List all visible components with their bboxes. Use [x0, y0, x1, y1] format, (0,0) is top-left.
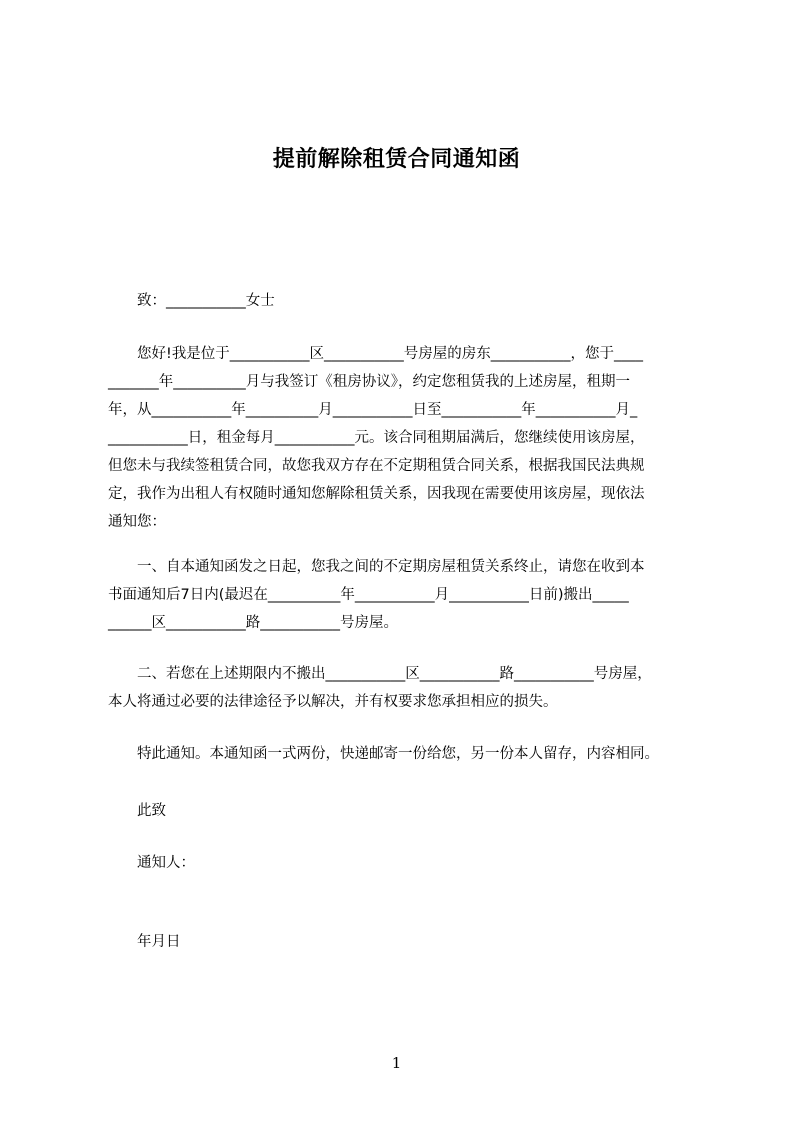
paragraph4: 特此通知。本通知函一式两份，快递邮寄一份给您，另一份本人留存，内容相同。 [137, 746, 659, 762]
signer-label: 通知人： [137, 855, 195, 871]
page-number: 1 [391, 1054, 402, 1072]
paragraph1-line7: 通知您： [108, 514, 166, 530]
paragraph1-line4: ___________日，租金每月___________元。该合同租期届满后，您继续使用该房屋， [108, 430, 645, 446]
paragraph3-line1: 二、若您在上述期限内不搬出___________区___________路___________号房屋， [137, 666, 652, 682]
paragraph2-line3: ______区___________路___________号房屋。 [108, 615, 398, 631]
paragraph2-line1: 一、自本通知函发之日起，您我之间的不定期房屋租赁关系终止，请您在收到本 [137, 559, 645, 575]
date-label: 年月日 [137, 934, 181, 950]
document-title: 提前解除租赁合同通知函 [272, 147, 521, 172]
paragraph1-line2: _______年__________月与我签订《租房协议》，约定您租赁我的上述房屋，租期一 [108, 374, 630, 390]
paragraph2-line2: 书面通知后7日内(最迟在__________年___________月___________日前)搬出_____ [108, 587, 629, 603]
paragraph1-line5: 但您未与我续签租赁合同，故您我双方存在不定期租赁合同关系，根据我国民法典规 [108, 458, 645, 474]
paragraph1-line3: 年，从___________年__________月___________日至___________年___________月_ [108, 402, 638, 418]
salutation: 致：___________女士 [137, 293, 275, 309]
paragraph1-line6: 定，我作为出租人有权随时通知您解除租赁关系，因我现在需要使用该房屋，现依法 [108, 486, 645, 502]
closing: 此致 [137, 803, 166, 819]
paragraph3-line2: 本人将通过必要的法律途径予以解决，并有权要求您承担相应的损失。 [108, 694, 558, 710]
paragraph1-line1: 您好!我是位于___________区___________号房屋的房东___________，您于____ [137, 346, 644, 362]
